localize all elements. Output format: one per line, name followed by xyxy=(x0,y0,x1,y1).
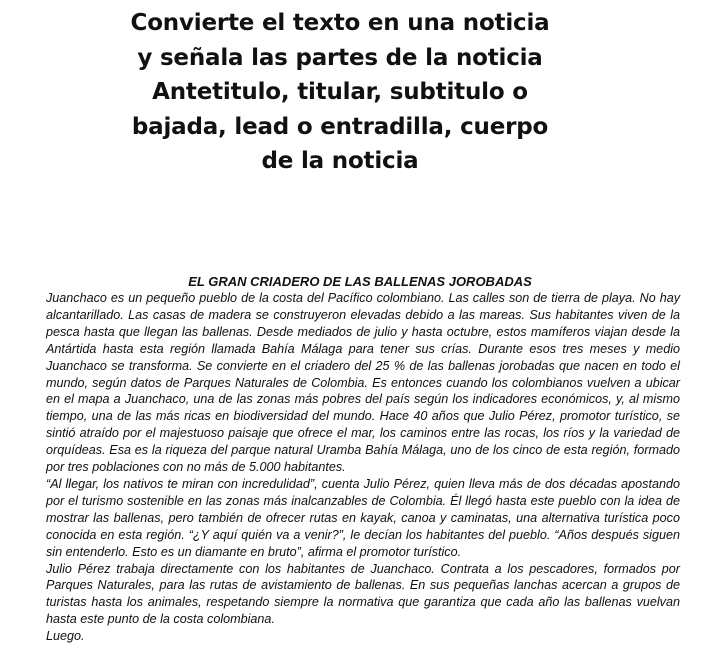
instruction-heading-line: Convierte el texto en una noticia xyxy=(130,10,550,36)
article-paragraph: Julio Pérez trabaja directamente con los habitantes de Juanchaco. Contrata a los pescadores, formados por Parques Naturales, para las rutas de avistamiento de ballenas. En sus pequeñas lanchas acercan a grupos de turistas hasta los animales, respetando siempre la normativa que garantiza que cada año las ballenas vuelvan hasta este punto de la costa colombiana. xyxy=(46,561,680,627)
instruction-heading xyxy=(0,6,680,179)
article-paragraph: “Al llegar, los nativos te miran con incredulidad”, cuenta Julio Pérez, quien lleva más de dos décadas apostando por el turismo sostenible en las zonas más inalcanzables de Colombia. Él llegó hasta este pueblo con la idea de mostrar las ballenas, pero también de ofrecer rutas en kayak, canoa y caminatas, una alternativa turística poco conocida en esta región. “¿Y aquí quién va a venir?”, le decían los habitantes del pueblo. “Años después siguen sin entenderlo. Esto es un diamante en bruto”, afirma el promotor turístico. xyxy=(46,476,680,559)
article-body xyxy=(46,290,680,645)
article-paragraph: Juanchaco es un pequeño pueblo de la costa del Pacífico colombiano. Las calles son de tierra de playa. No hay alcantarillado. Las casas de madera se construyeron elevadas debido a las mareas. Sus habitantes viven de la pesca hasta que llegan las ballenas. Desde mediados de julio y hasta octubre, estos mamíferos viajan desde la Antártida hasta esta región llamada Bahía Málaga para tener sus crías. Durante esos tres meses y medio Juanchaco se transforma. Se convierte en el criadero del 25 % de las ballenas jorobadas que nacen en todo el mundo, según datos de Parques Naturales de Colombia. Es entonces cuando los colombianos vuelven a ubicar en el mapa a Juanchaco, una de las zonas más pobres del país según los indicadores económicos, y, al mismo tiempo, una de las más ricas en biodiversidad del mundo. Hace 40 años que Julio Pérez, promotor turístico, se sintió atraído por el majestuoso paisaje que ofrece el mar, los caminos entre las rocas, los ríos y la variedad de orquídeas. Esa es la riqueza del parque natural Uramba Bahía Málaga, uno de los cinco de esta región, formado por tres poblaciones con no más de 5.000 habitantes. xyxy=(46,291,680,475)
instruction-heading-line: bajada, lead o entradilla, cuerpo xyxy=(131,113,549,140)
article-title: EL GRAN CRIADERO DE LAS BALLENAS JOROBADAS xyxy=(188,274,532,289)
instruction-heading-line: y señala las partes de la noticia xyxy=(137,44,543,71)
article-paragraph: Luego. xyxy=(46,629,85,644)
instruction-heading-line: Antetitulo, titular, subtitulo o xyxy=(152,79,528,105)
instruction-heading-line: de la noticia xyxy=(261,148,419,174)
